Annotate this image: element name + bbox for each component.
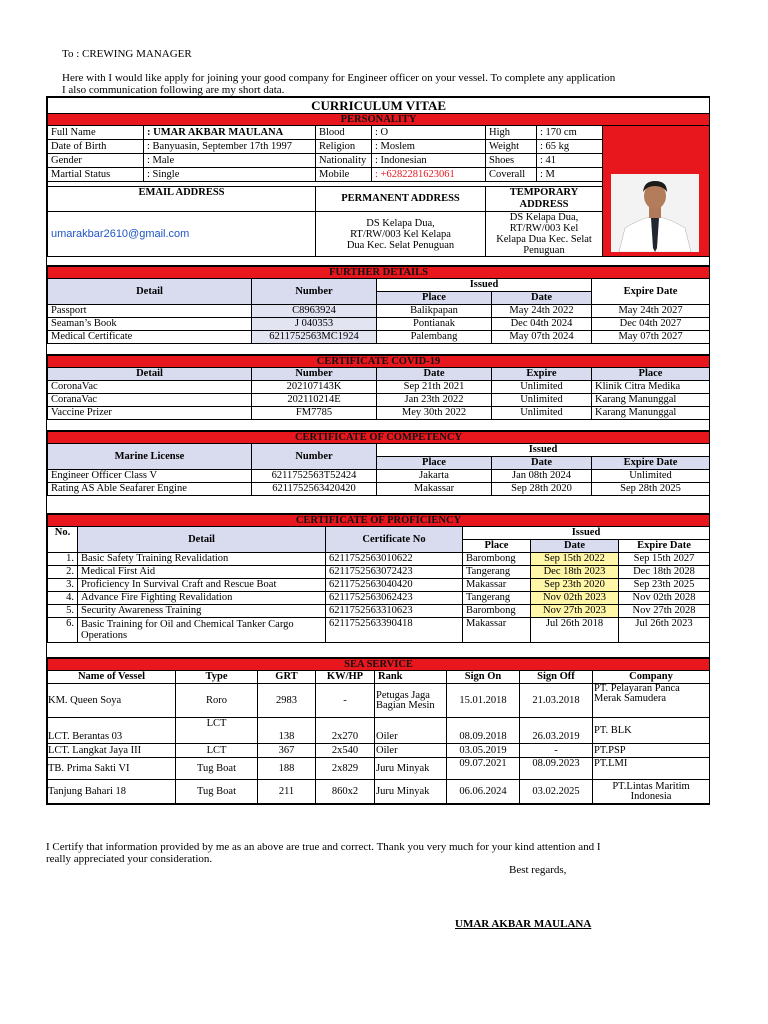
cell-sign-off: 26.03.2019 bbox=[520, 718, 593, 744]
table-row bbox=[48, 407, 710, 420]
cell-date: Mey 30th 2022 bbox=[377, 407, 492, 420]
col-expire: Expire Date bbox=[592, 279, 710, 305]
full-name-value: : UMAR AKBAR MAULANA bbox=[144, 126, 316, 140]
cell-vessel: Tanjung Bahari 18 bbox=[48, 780, 176, 804]
cell-sign-off: 03.02.2025 bbox=[520, 780, 593, 804]
cell-place: Makassar bbox=[463, 618, 531, 643]
cell-place: Pontianak bbox=[377, 318, 492, 331]
high-label: High bbox=[486, 126, 537, 140]
cell-cert: 6211752563390418 bbox=[326, 618, 463, 643]
col-detail: Detail bbox=[48, 368, 252, 381]
mobile-label: Mobile bbox=[316, 168, 372, 182]
cell-date: Sep 23th 2020 bbox=[531, 579, 619, 592]
blood-value: : O bbox=[372, 126, 486, 140]
cell-grt: 138 bbox=[258, 718, 316, 744]
cell-vessel: KM. Queen Soya bbox=[48, 684, 176, 718]
cell-grt: 188 bbox=[258, 758, 316, 780]
marital-value: : Single bbox=[144, 168, 316, 182]
cell-cert: 6211752563310623 bbox=[326, 605, 463, 618]
table-row bbox=[48, 618, 710, 643]
cell-expire: Nov 27th 2028 bbox=[619, 605, 710, 618]
temporary-address-header: TEMPORARY ADDRESS bbox=[486, 187, 603, 212]
temp-line-2: Kelapa Dua Kec. Selat Penuguan bbox=[496, 234, 592, 256]
col-number: Number bbox=[252, 368, 377, 381]
cell-type: LCT bbox=[176, 718, 258, 744]
cell-number: J 040353 bbox=[252, 318, 377, 331]
cell-number: C8963924 bbox=[252, 305, 377, 318]
cell-sign-on: 15.01.2018 bbox=[447, 684, 520, 718]
cell-sign-on: 03.05.2019 bbox=[447, 744, 520, 758]
cell-place: Balikpapan bbox=[377, 305, 492, 318]
shoes-value: : 41 bbox=[537, 154, 603, 168]
coverall-label: Coverall bbox=[486, 168, 537, 182]
cell-detail: Advance Fire Fighting Revalidation bbox=[78, 592, 326, 605]
cell-expire: Sep 15th 2027 bbox=[619, 553, 710, 566]
cell-rank: Oiler bbox=[375, 744, 447, 758]
cell-grt: 211 bbox=[258, 780, 316, 804]
table-row bbox=[48, 592, 710, 605]
cell-kw: 860x2 bbox=[316, 780, 375, 804]
cell-expire: Nov 02th 2028 bbox=[619, 592, 710, 605]
cell-sign-on: 09.07.2021 bbox=[447, 758, 520, 780]
cell-sign-on: 08.09.2018 bbox=[447, 718, 520, 744]
cell-detail: Basic Training for Oil and Chemical Tanker Cargo Operations bbox=[78, 618, 326, 643]
cell-no: 1. bbox=[48, 553, 78, 566]
table-row bbox=[48, 305, 710, 318]
cell-date: Jan 23th 2022 bbox=[377, 394, 492, 407]
cell-number: 6211752563T52424 bbox=[252, 470, 377, 483]
cell-place: Makassar bbox=[463, 579, 531, 592]
dob-value: : Banyuasin, September 17th 1997 bbox=[144, 140, 316, 154]
cell-cert: 6211752563072423 bbox=[326, 566, 463, 579]
cell-sign-off: 21.03.2018 bbox=[520, 684, 593, 718]
cell-grt: 2983 bbox=[258, 684, 316, 718]
cell-place: Klinik Citra Medika bbox=[592, 381, 710, 394]
blood-label: Blood bbox=[316, 126, 372, 140]
col-issued: Issued bbox=[377, 444, 710, 457]
marital-label: Martial Status bbox=[48, 168, 144, 182]
cell-no: 4. bbox=[48, 592, 78, 605]
col-place: Place bbox=[377, 292, 492, 305]
covid-header: CERTIFICATE COVID-19 bbox=[48, 356, 710, 368]
cell-rank: Juru Minyak bbox=[375, 758, 447, 780]
cell-cert: 6211752563010622 bbox=[326, 553, 463, 566]
cell-detail: Basic Safety Training Revalidation bbox=[78, 553, 326, 566]
cell-vessel: LCT. Berantas 03 bbox=[48, 718, 176, 744]
cell-expire: Sep 23th 2025 bbox=[619, 579, 710, 592]
cell-expire: Unlimited bbox=[492, 394, 592, 407]
cell-date: Sep 28th 2020 bbox=[492, 483, 592, 496]
cell-company: PT.LMI bbox=[593, 758, 710, 780]
cell-no: 6. bbox=[48, 618, 78, 643]
cell-expire: Jul 26th 2023 bbox=[619, 618, 710, 643]
competency-table bbox=[47, 431, 710, 496]
religion-label: Religion bbox=[316, 140, 372, 154]
dob-label: Date of Birth bbox=[48, 140, 144, 154]
cell-date: Jan 08th 2024 bbox=[492, 470, 592, 483]
cell-type: Tug Boat bbox=[176, 780, 258, 804]
cell-kw: 2x540 bbox=[316, 744, 375, 758]
col-place: Place bbox=[592, 368, 710, 381]
col-cert: Certificate No bbox=[326, 527, 463, 553]
cell-detail: CoranaVac bbox=[48, 394, 252, 407]
cell-detail: Proficiency In Survival Craft and Rescue Boat bbox=[78, 579, 326, 592]
cell-sign-off: - bbox=[520, 744, 593, 758]
cell-date: Nov 27th 2023 bbox=[531, 605, 619, 618]
mobile-value: : +6282281623061 bbox=[372, 168, 486, 182]
col-expire: Expire bbox=[492, 368, 592, 381]
coverall-value: : M bbox=[537, 168, 603, 182]
cell-place: Tangerang bbox=[463, 566, 531, 579]
shoes-label: Shoes bbox=[486, 154, 537, 168]
cell-place: Palembang bbox=[377, 331, 492, 344]
table-row bbox=[48, 605, 710, 618]
further-details-table bbox=[47, 266, 710, 344]
curriculum-vitae bbox=[46, 96, 710, 805]
cell-cert: 6211752563062423 bbox=[326, 592, 463, 605]
cell-detail: Medical First Aid bbox=[78, 566, 326, 579]
cell-place: Jakarta bbox=[377, 470, 492, 483]
personality-table bbox=[47, 97, 710, 257]
cell-no: 3. bbox=[48, 579, 78, 592]
cell-rank: Oiler bbox=[375, 718, 447, 744]
cell-expire: May 07th 2027 bbox=[592, 331, 710, 344]
cell-sign-on: 06.06.2024 bbox=[447, 780, 520, 804]
cell-place: Barombong bbox=[463, 605, 531, 618]
cell-vessel: TB. Prima Sakti VI bbox=[48, 758, 176, 780]
intro-line-1: Here with I would like apply for joining your good company for Engineer officer on your vessel. To complete any application bbox=[62, 72, 616, 84]
cell-type: LCT bbox=[176, 744, 258, 758]
col-detail: Detail bbox=[48, 279, 252, 305]
covid-table bbox=[47, 355, 710, 420]
cell-company: PT. BLK bbox=[593, 718, 710, 744]
cell-license: Rating AS Able Seafarer Engine bbox=[48, 483, 252, 496]
col-place: Place bbox=[377, 457, 492, 470]
col-rank: Rank bbox=[375, 671, 447, 684]
cell-no: 2. bbox=[48, 566, 78, 579]
temp-line-1: DS Kelapa Dua, RT/RW/003 Kel bbox=[509, 212, 579, 234]
certify-line-1: I Certify that information provided by me as an above are true and correct. Thank you very much for your kind attention and I bbox=[46, 841, 601, 853]
cell-grt: 367 bbox=[258, 744, 316, 758]
signature-name: UMAR AKBAR MAULANA bbox=[455, 918, 592, 930]
weight-label: Weight bbox=[486, 140, 537, 154]
permanent-address-value bbox=[316, 212, 486, 257]
intro-line-2: I also communication following are my short data. bbox=[62, 84, 285, 96]
cell-company: PT.Lintas Maritim Indonesia bbox=[593, 780, 710, 804]
religion-value: : Moslem bbox=[372, 140, 486, 154]
temporary-address-value bbox=[486, 212, 603, 257]
further-details-header: FURTHER DETAILS bbox=[48, 267, 710, 279]
col-sign-off: Sign Off bbox=[520, 671, 593, 684]
cell-cert: 6211752563040420 bbox=[326, 579, 463, 592]
cell-place: Tangerang bbox=[463, 592, 531, 605]
cell-place: Barombong bbox=[463, 553, 531, 566]
cell-date: Jul 26th 2018 bbox=[531, 618, 619, 643]
cell-detail: Vaccine Prizer bbox=[48, 407, 252, 420]
weight-value: : 65 kg bbox=[537, 140, 603, 154]
col-company: Company bbox=[593, 671, 710, 684]
nationality-label: Nationality bbox=[316, 154, 372, 168]
cell-number: 202107143K bbox=[252, 381, 377, 394]
perm-line-3: Dua Kec. Selat Penuguan bbox=[346, 239, 455, 251]
col-number: Number bbox=[252, 279, 377, 305]
cell-kw: 2x829 bbox=[316, 758, 375, 780]
table-row bbox=[48, 470, 710, 483]
col-detail: Detail bbox=[78, 527, 326, 553]
cell-place: Makassar bbox=[377, 483, 492, 496]
cell-license: Engineer Officer Class V bbox=[48, 470, 252, 483]
cell-expire: May 24th 2027 bbox=[592, 305, 710, 318]
cell-date: Sep 21th 2021 bbox=[377, 381, 492, 394]
cell-expire: Unlimited bbox=[492, 407, 592, 420]
table-row bbox=[48, 758, 710, 780]
cell-detail: CoronaVac bbox=[48, 381, 252, 394]
col-place: Place bbox=[463, 540, 531, 553]
cell-place: Karang Manunggal bbox=[592, 407, 710, 420]
cell-type: Tug Boat bbox=[176, 758, 258, 780]
table-row bbox=[48, 780, 710, 804]
perm-line-2: RT/RW/003 Kel Kelapa bbox=[350, 228, 451, 240]
col-no: No. bbox=[48, 527, 78, 553]
col-date: Date bbox=[492, 292, 592, 305]
competency-header: CERTIFICATE OF COMPETENCY bbox=[48, 432, 710, 444]
proficiency-table bbox=[47, 514, 710, 643]
cell-expire: Dec 04th 2027 bbox=[592, 318, 710, 331]
col-date: Date bbox=[531, 540, 619, 553]
cell-rank: Juru Minyak bbox=[375, 780, 447, 804]
cv-title: CURRICULUM VITAE bbox=[48, 98, 710, 114]
cell-date: May 07th 2024 bbox=[492, 331, 592, 344]
cell-expire: Sep 28th 2025 bbox=[592, 483, 710, 496]
col-kw: KW/HP bbox=[316, 671, 375, 684]
photo-frame bbox=[603, 126, 710, 257]
cell-company: PT. Pelayaran Panca Merak Samudera bbox=[593, 684, 710, 718]
certify-line-2: really appreciated your consideration. bbox=[46, 853, 213, 865]
cell-rank: Petugas Jaga Bagian Mesin bbox=[375, 684, 447, 718]
email-header: EMAIL ADDRESS bbox=[48, 187, 316, 212]
certification-statement bbox=[46, 841, 726, 865]
email-value[interactable]: umarakbar2610@gmail.com bbox=[48, 212, 316, 257]
col-sign-on: Sign On bbox=[447, 671, 520, 684]
perm-line-1: DS Kelapa Dua, bbox=[366, 217, 435, 229]
table-row bbox=[48, 718, 710, 744]
table-row bbox=[48, 566, 710, 579]
cell-kw: - bbox=[316, 684, 375, 718]
cell-detail: Medical Certificate bbox=[48, 331, 252, 344]
proficiency-header: CERTIFICATE OF PROFICIENCY bbox=[48, 515, 710, 527]
cell-company: PT.PSP bbox=[593, 744, 710, 758]
gender-value: : Male bbox=[144, 154, 316, 168]
table-row bbox=[48, 483, 710, 496]
recipient-line: To : CREWING MANAGER bbox=[62, 48, 192, 60]
cell-number: FM7785 bbox=[252, 407, 377, 420]
cell-number: 202110214E bbox=[252, 394, 377, 407]
cell-detail: Passport bbox=[48, 305, 252, 318]
table-row bbox=[48, 684, 710, 718]
gender-label: Gender bbox=[48, 154, 144, 168]
cell-type: Roro bbox=[176, 684, 258, 718]
table-row bbox=[48, 579, 710, 592]
cell-place: Karang Manunggal bbox=[592, 394, 710, 407]
cell-expire: Dec 18th 2028 bbox=[619, 566, 710, 579]
col-expire: Expire Date bbox=[592, 457, 710, 470]
cell-date: May 24th 2022 bbox=[492, 305, 592, 318]
col-date: Date bbox=[377, 368, 492, 381]
cell-number: 6211752563420420 bbox=[252, 483, 377, 496]
col-type: Type bbox=[176, 671, 258, 684]
table-row bbox=[48, 318, 710, 331]
table-row bbox=[48, 394, 710, 407]
best-regards: Best regards, bbox=[509, 864, 567, 876]
cell-date: Dec 04th 2024 bbox=[492, 318, 592, 331]
cell-expire: Unlimited bbox=[492, 381, 592, 394]
cell-date: Nov 02th 2023 bbox=[531, 592, 619, 605]
cell-expire: Unlimited bbox=[592, 470, 710, 483]
cell-date: Dec 18th 2023 bbox=[531, 566, 619, 579]
table-row bbox=[48, 331, 710, 344]
cell-number: 6211752563MC1924 bbox=[252, 331, 377, 344]
cell-date: Sep 15th 2022 bbox=[531, 553, 619, 566]
sea-service-header: SEA SERVICE bbox=[48, 659, 710, 671]
nationality-value: : Indonesian bbox=[372, 154, 486, 168]
cell-sign-off: 08.09.2023 bbox=[520, 758, 593, 780]
col-grt: GRT bbox=[258, 671, 316, 684]
personality-header: PERSONALITY bbox=[48, 114, 710, 126]
table-row bbox=[48, 381, 710, 394]
cell-kw: 2x270 bbox=[316, 718, 375, 744]
cell-detail: Seaman’s Book bbox=[48, 318, 252, 331]
col-expire: Expire Date bbox=[619, 540, 710, 553]
high-value: : 170 cm bbox=[537, 126, 603, 140]
col-date: Date bbox=[492, 457, 592, 470]
table-row bbox=[48, 744, 710, 758]
col-vessel: Name of Vessel bbox=[48, 671, 176, 684]
col-issued: Issued bbox=[463, 527, 710, 540]
sea-service-table bbox=[47, 658, 710, 804]
cell-detail: Security Awareness Training bbox=[78, 605, 326, 618]
profile-photo bbox=[611, 174, 699, 252]
full-name-label: Full Name bbox=[48, 126, 144, 140]
col-number: Number bbox=[252, 444, 377, 470]
permanent-address-header: PERMANENT ADDRESS bbox=[316, 187, 486, 212]
col-license: Marine License bbox=[48, 444, 252, 470]
cell-vessel: LCT. Langkat Jaya III bbox=[48, 744, 176, 758]
table-row bbox=[48, 553, 710, 566]
col-issued: Issued bbox=[377, 279, 592, 292]
cell-no: 5. bbox=[48, 605, 78, 618]
